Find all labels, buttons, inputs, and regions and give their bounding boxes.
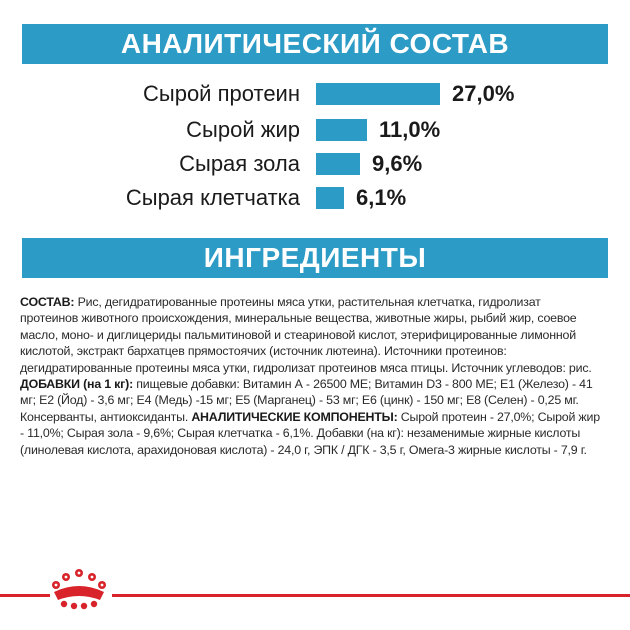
analytic-row-value: 27,0% (452, 81, 515, 106)
royal-canin-crown-icon (44, 566, 114, 610)
composition-heading: СОСТАВ: (20, 295, 75, 309)
analytic-composition-title: АНАЛИТИЧЕСКИЙ СОСТАВ (120, 28, 510, 59)
analytic-row-fat (0, 117, 630, 143)
analytic-row-ash (0, 151, 630, 177)
analytic-row-label: Сырой жир (186, 117, 300, 142)
analytic-row-label: Сырой протеин (143, 81, 300, 106)
additives-heading: ДОБАВКИ (на 1 кг): (20, 377, 133, 392)
analytic-row-bar (316, 119, 367, 141)
ingredients-banner (22, 238, 608, 278)
footer-red-line-left (0, 594, 50, 597)
analytic-row-label: Сырая зола (179, 151, 300, 176)
ingredients-title: ИНГРЕДИЕНТЫ (203, 242, 427, 273)
analytic-row-bar (316, 187, 344, 209)
analytic-row-value: 9,6% (372, 151, 423, 176)
additives-body: пищевые добавки: Витамин А - 26500 МЕ; Витамин D3 - 800 МЕ; Е1 (Железо) - 41 мг; Е2 (Йод) - 3,6 мг; Е4 (Медь) -15 мг; Е5 (Марганец) - 53 мг; Е6 (цинк) - 150 мг; Е8 (Селен) - 0,25 мг. Консерванты, антиоксиданты. (20, 377, 593, 424)
footer-red-line-right (112, 594, 630, 597)
analytic-composition-banner (22, 24, 608, 64)
analytic-row-value: 6,1% (356, 185, 407, 210)
analytic-row-bar (316, 83, 440, 105)
ingredients-text (20, 294, 600, 458)
analytic-components-body: Сырой протеин - 27,0%; Сырой жир - 11,0%; Сырая зола - 9,6%; Сырая клетчатка - 6,1%. Добавки (на кг): незаменимые жирные кислоты (линолевая кислота, арахидоновая кислота) - 24,0 г, ЭПК / ДГК - 3,5 г, Омега-3 жирные кислоты - 7,9 г. (20, 409, 600, 457)
analytic-row-label: Сырая клетчатка (125, 185, 300, 210)
analytic-row-bar (316, 153, 360, 175)
analytic-row-value: 11,0% (379, 117, 441, 142)
composition-body: Рис, дегидратированные протеины мяса утки, растительная клетчатка, гидролизат протеинов животного происхождения, минеральные вещества, животные жиры, рыбий жир, соевое масло, моно- и диглицериды пальмитиновой и стеариновой кислот, этерифицированные лимонной кислотой, экстракт бархатцев прямостоячих (источник лютеина). Источники протеинов: дегидратированные протеины мяса утки, гидролизат протеинов мяса птицы. Источник углеводов: рис. (20, 295, 592, 375)
analytic-components-heading: АНАЛИТИЧЕСКИЕ КОМПОНЕНТЫ: (191, 409, 398, 424)
analytic-row-protein (0, 81, 630, 107)
analytic-row-fiber (0, 185, 630, 211)
